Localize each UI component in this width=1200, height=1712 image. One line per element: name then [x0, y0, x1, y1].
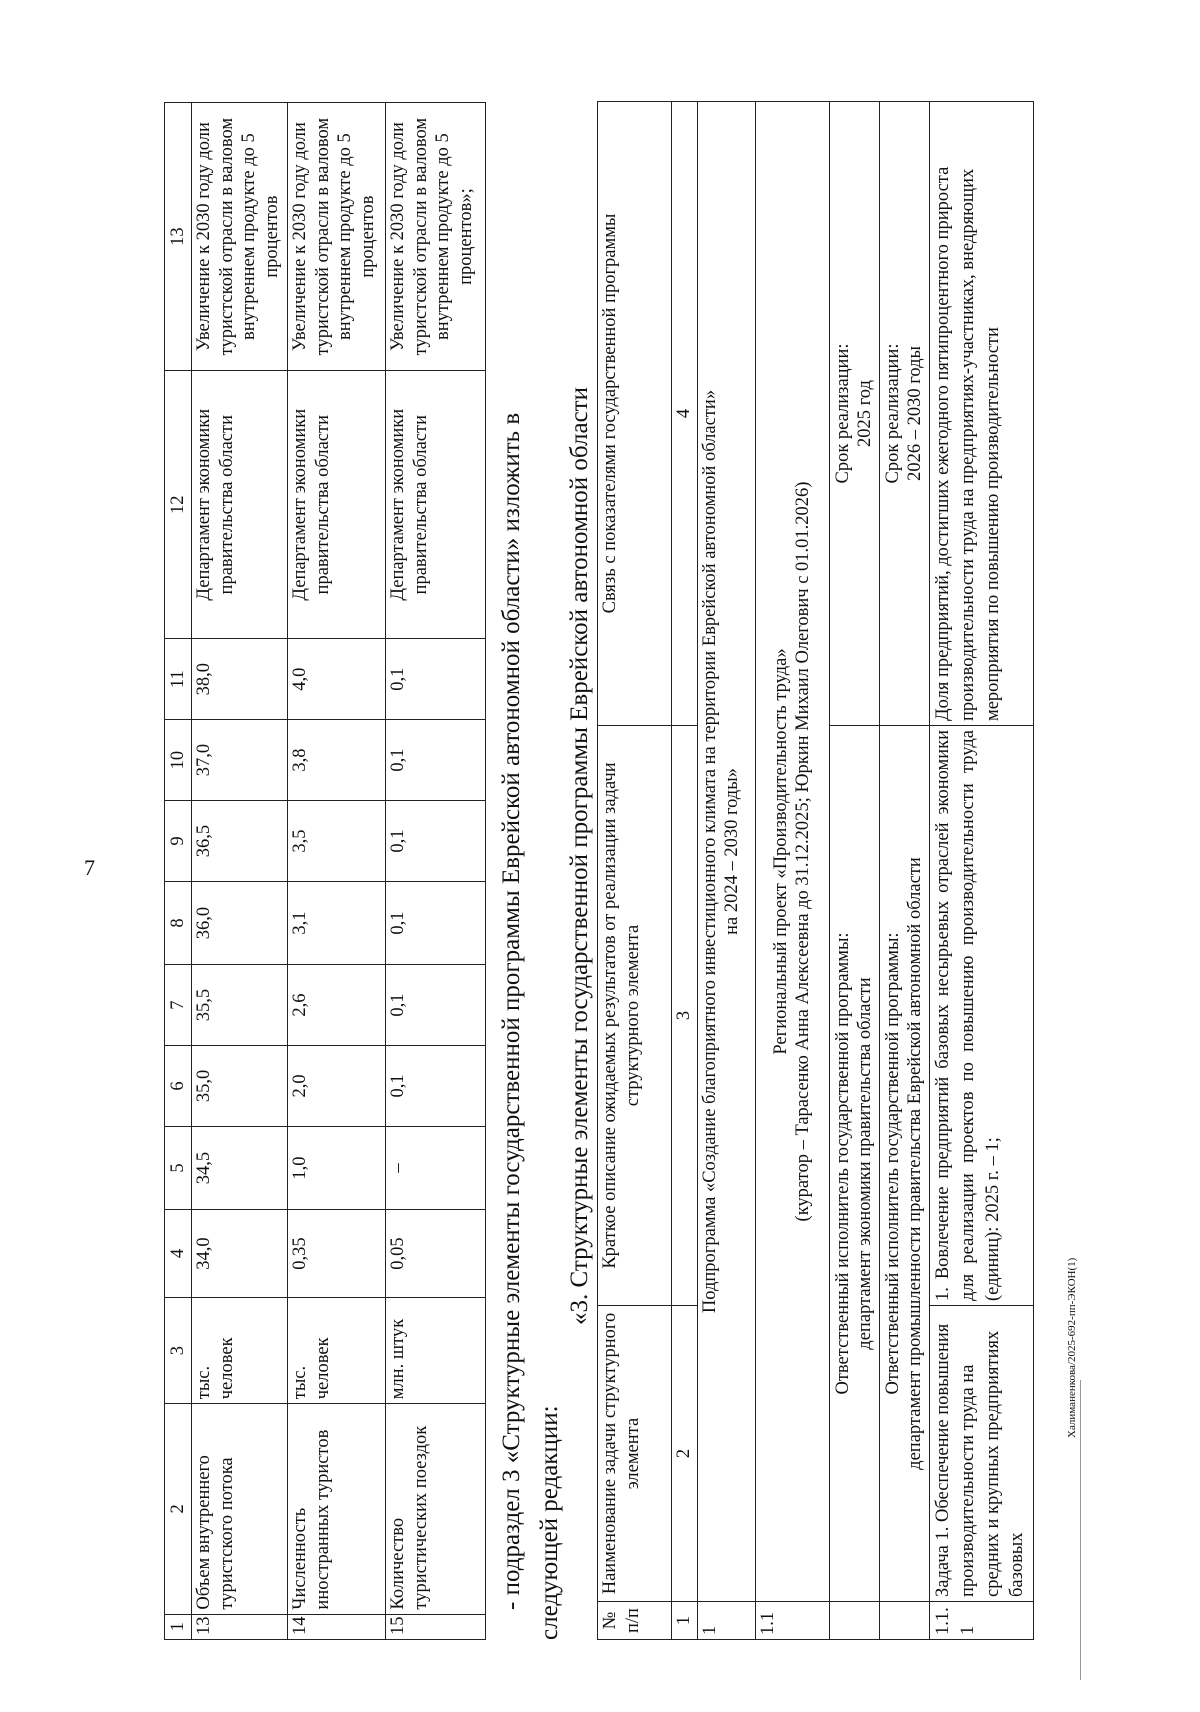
goal-cell: Увеличение к 2030 году доли туристской отрасли в валовом внутреннем продукте до 5 процентов»; — [386, 103, 486, 371]
unit-cell: тыс. человек — [288, 1297, 386, 1403]
responsible-executor — [829, 726, 879, 1602]
project-row — [755, 102, 829, 1640]
value-cell: 3,5 — [288, 801, 386, 882]
table-header-row — [598, 102, 672, 1640]
table-row — [288, 103, 386, 1640]
value-cell: 35,5 — [192, 965, 288, 1046]
indicators-table — [164, 102, 486, 1640]
col-header: 5 — [165, 1126, 192, 1209]
indicator-name: Численность иностранных туристов — [288, 1404, 386, 1614]
responsible-line: департамент промышленности правительства Еврейской автономной области — [905, 857, 926, 1470]
project-curator-line: (куратор – Тарасенко Анна Алексеевна до 31.12.2025; Юркин Михаил Олегович с 01.01.2026) — [793, 481, 814, 1222]
value-cell: 3,8 — [288, 720, 386, 801]
project-title-line: Региональный проект «Производительность труда» — [770, 648, 791, 1055]
responsible-cell: Департамент экономики правительства области — [192, 371, 288, 639]
col-header: Краткое описание ожидаемых результатов от реализации задачи структурного элемента — [598, 726, 672, 1306]
value-cell: 38,0 — [192, 639, 288, 720]
col-header: № п/п — [598, 1602, 672, 1640]
term-line: 2025 год — [855, 380, 876, 447]
row-number: 15 — [386, 1614, 486, 1639]
empty-cell — [829, 1602, 879, 1640]
value-cell: 4,0 — [288, 639, 386, 720]
responsible-line: Ответственный исполнитель государственной программы: — [882, 932, 903, 1395]
col-header: Связь с показателями государственной программы — [598, 102, 672, 726]
project-title — [755, 102, 829, 1602]
row-number: 1.1 — [755, 1602, 829, 1640]
col-number: 1 — [672, 1602, 698, 1640]
term-line: Срок реализации: — [832, 343, 853, 484]
value-cell: 36,5 — [192, 801, 288, 882]
value-cell: 0,1 — [386, 720, 486, 801]
table-header-row — [165, 103, 192, 1640]
col-header: 6 — [165, 1046, 192, 1127]
responsible-line: Ответственный исполнитель государственной программы: — [832, 932, 853, 1395]
indicator-name: Количество туристических поездок — [386, 1404, 486, 1614]
term-cell — [829, 102, 879, 726]
responsible-row — [829, 102, 879, 1640]
value-cell: 0,1 — [386, 801, 486, 882]
col-header: 1 — [165, 1614, 192, 1639]
col-header: 12 — [165, 371, 192, 639]
goal-cell: Увеличение к 2030 году доли туристской отрасли в валовом внутреннем продукте до 5 процентов — [288, 103, 386, 371]
goal-cell: Увеличение к 2030 году доли туристской отрасли в валовом внутреннем продукте до 5 процентов — [192, 103, 288, 371]
table-row — [192, 103, 288, 1640]
footer-divider — [1080, 1380, 1081, 1680]
value-cell: 2,6 — [288, 965, 386, 1046]
value-cell: 0,1 — [386, 1046, 486, 1127]
amendment-heading-cont: следующей редакции: — [536, 1405, 563, 1640]
indicator-name: Объем внутреннего туристского потока — [192, 1404, 288, 1614]
responsible-cell: Департамент экономики правительства области — [386, 371, 486, 639]
unit-cell: тыс. человек — [192, 1297, 288, 1403]
empty-cell — [879, 1602, 929, 1640]
col-header: 8 — [165, 881, 192, 964]
subprogram-title — [697, 102, 755, 1602]
amendment-heading: - подраздел 3 «Структурные элементы государственной программы Еврейской автономной области» изложить в — [498, 412, 525, 1610]
responsible-cell: Департамент экономики правительства области — [288, 371, 386, 639]
column-number-row — [672, 102, 698, 1640]
value-cell: 36,0 — [192, 881, 288, 964]
document-footer-code: Халиманенкова/2025-692-пп-ЭКОН(1) — [1066, 1257, 1078, 1438]
section-title: «3. Структурные элементы государственной программы Еврейской автономной области — [566, 387, 593, 1325]
col-number: 4 — [672, 102, 698, 726]
row-number: 13 — [192, 1614, 288, 1639]
value-cell: 3,1 — [288, 881, 386, 964]
col-header: 2 — [165, 1404, 192, 1614]
value-cell: 1,0 — [288, 1126, 386, 1209]
table-row — [386, 103, 486, 1640]
subprogram-title-line: Подпрограмма «Создание благоприятного инвестиционного климата на территории Еврейской автономной области» — [699, 389, 720, 1314]
col-header: 13 — [165, 103, 192, 371]
value-cell: 0,35 — [288, 1210, 386, 1298]
value-cell: 0,1 — [386, 965, 486, 1046]
subprogram-title-line: на 2024 – 2030 годы» — [722, 768, 743, 935]
col-header: 7 — [165, 965, 192, 1046]
value-cell: 2,0 — [288, 1046, 386, 1127]
col-header: 10 — [165, 720, 192, 801]
value-cell: 35,0 — [192, 1046, 288, 1127]
col-header: 3 — [165, 1297, 192, 1403]
value-cell: 0,1 — [386, 639, 486, 720]
term-line: Срок реализации: — [882, 343, 903, 484]
col-header: 9 — [165, 801, 192, 882]
landscape-content — [112, 100, 1072, 1640]
task-description: 1. Вовлечение предприятий базовых несырьевых отраслей экономики для реализации проектов по повышению производительности труда (единиц): 2025 г. – 1; — [929, 726, 1033, 1306]
task-name: Задача 1. Обеспечение повышения производительности труда на средних и крупных предприятиях базовых — [929, 1306, 1033, 1602]
task-row — [929, 102, 1033, 1640]
row-number: 14 — [288, 1614, 386, 1639]
col-number: 3 — [672, 726, 698, 1306]
value-cell: – — [386, 1126, 486, 1209]
value-cell: 34,5 — [192, 1126, 288, 1209]
task-indicator-link: Доля предприятий, достигших ежегодного пятипроцентного прироста производительности труда на предприятиях-участниках, внедряющих мероприятия по повышению производительности — [929, 102, 1033, 726]
col-header: Наименование задачи структурного элемента — [598, 1306, 672, 1602]
structural-elements-table — [597, 101, 1034, 1640]
responsible-row — [879, 102, 929, 1640]
row-number: 1 — [697, 1602, 755, 1640]
value-cell: 37,0 — [192, 720, 288, 801]
responsible-line: департамент экономики правительства области — [855, 977, 876, 1350]
col-header: 11 — [165, 639, 192, 720]
col-number: 2 — [672, 1306, 698, 1602]
subprogram-row — [697, 102, 755, 1640]
responsible-executor — [879, 726, 929, 1602]
row-number: 1.1.1 — [929, 1602, 1033, 1640]
term-cell — [879, 102, 929, 726]
value-cell: 34,0 — [192, 1210, 288, 1298]
page-number: 7 — [84, 855, 95, 880]
col-header: 4 — [165, 1210, 192, 1298]
term-line: 2026 – 2030 годы — [905, 346, 926, 481]
unit-cell: млн. штук — [386, 1297, 486, 1403]
value-cell: 0,05 — [386, 1210, 486, 1298]
value-cell: 0,1 — [386, 881, 486, 964]
